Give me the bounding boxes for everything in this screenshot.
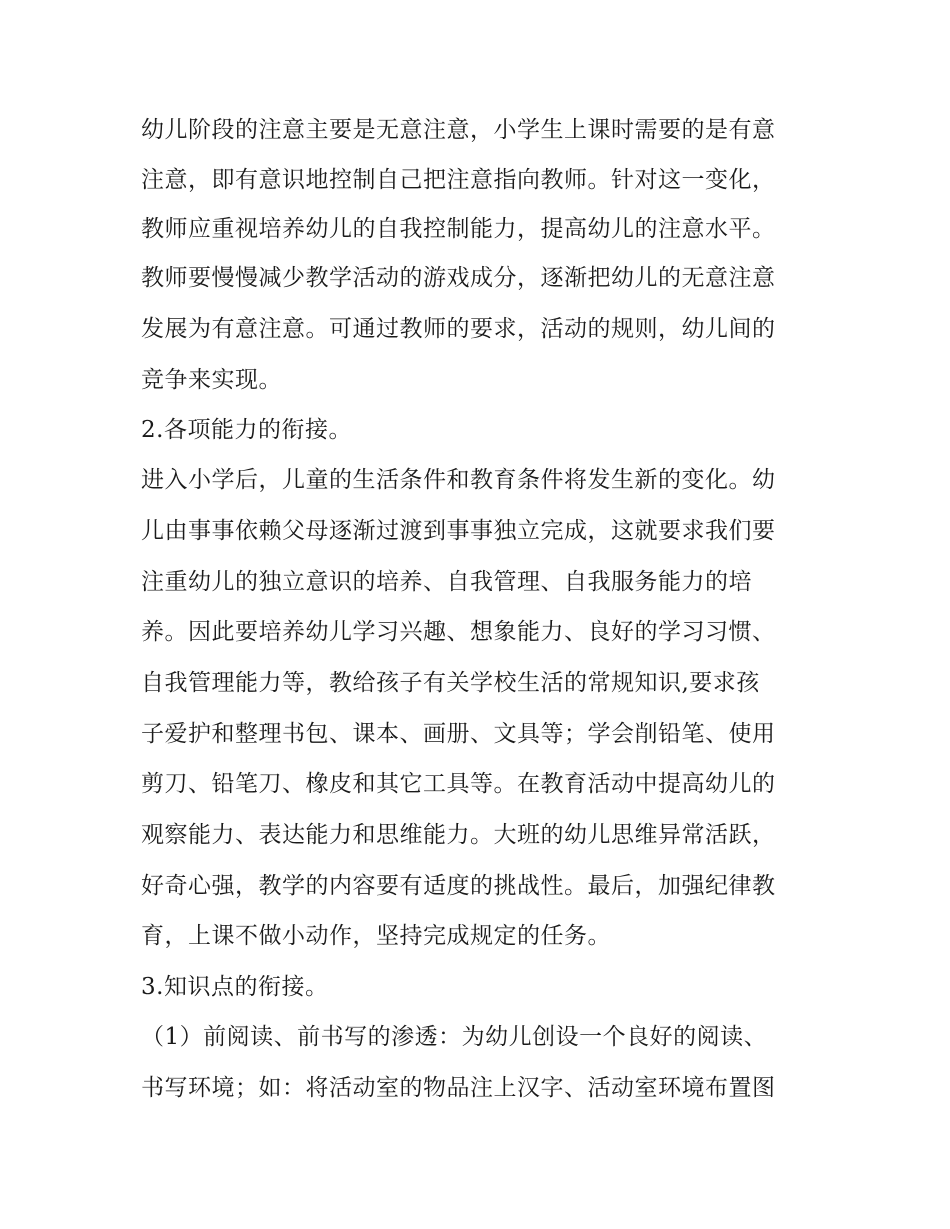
text-line: 注重幼儿的独立意识的培养、自我管理、自我服务能力的培: [141, 569, 752, 595]
section-heading: 3.知识点的衔接。: [141, 974, 329, 1000]
text-line: 进入小学后，儿童的生活条件和教育条件将发生新的变化。幼: [141, 467, 776, 493]
text-line: 竞争来实现。: [141, 367, 282, 393]
text-line: 养。因此要培养幼儿学习兴趣、想象能力、良好的学习习惯、: [141, 619, 776, 645]
text-line: 教师要慢慢减少教学活动的游戏成分，逐渐把幼儿的无意注意: [141, 265, 776, 291]
text-line: 发展为有意注意。可通过教师的要求，活动的规则，幼儿间的: [141, 316, 776, 342]
text-line: 剪刀、铅笔刀、橡皮和其它工具等。在教育活动中提高幼儿的: [141, 771, 776, 797]
text-line: 自我管理能力等，教给孩子有关学校生活的常规知识,要求孩: [141, 670, 760, 696]
text-line: 注意，即有意识地控制自己把注意指向教师。针对这一变化，: [141, 167, 776, 193]
section-heading: 2.各项能力的衔接。: [141, 417, 352, 443]
text-line: 育，上课不做小动作，坚持完成规定的任务。: [141, 923, 611, 949]
text-line: 好奇心强，教学的内容要有适度的挑战性。最后，加强纪律教: [141, 873, 776, 899]
text-line: （1）前阅读、前书写的渗透：为幼儿创设一个良好的阅读、: [141, 1024, 768, 1050]
text-line: 观察能力、表达能力和思维能力。大班的幼儿思维异常活跃，: [141, 822, 776, 848]
text-line: 教师应重视培养幼儿的自我控制能力，提高幼儿的注意水平。: [141, 216, 776, 242]
text-line: 幼儿阶段的注意主要是无意注意，小学生上课时需要的是有意: [141, 117, 776, 143]
text-line: 子爱护和整理书包、课本、画册、文具等；学会削铅笔、使用: [141, 721, 776, 747]
text-line: 儿由事事依赖父母逐渐过渡到事事独立完成，这就要求我们要: [141, 518, 776, 544]
text-line: 书写环境；如：将活动室的物品注上汉字、活动室环境布置图: [141, 1075, 776, 1101]
